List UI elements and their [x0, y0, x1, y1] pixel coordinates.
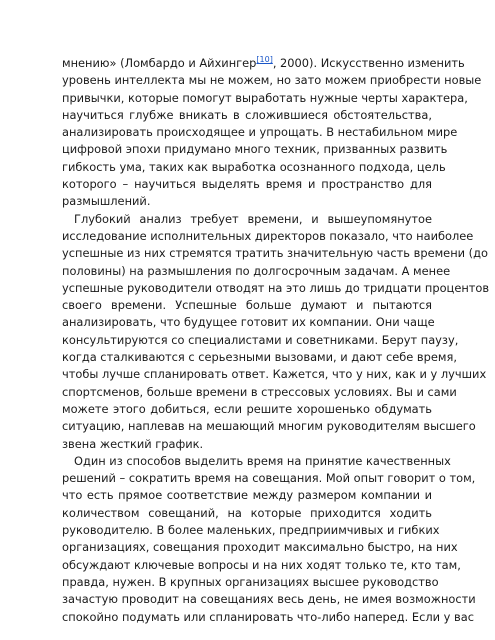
text-line: обсуждают ключевые вопросы и на них ходят только те, кто там,	[62, 557, 461, 572]
text-line: консультируются со специалистами и советниками. Берут паузу,	[62, 332, 459, 347]
text-line: научиться глубже вникать в сложившиеся обстоятельства,	[62, 107, 432, 122]
text-line: Один из способов выделить время на принятие качественных	[74, 453, 451, 468]
document-page	[62, 55, 490, 626]
text-line: успешные руководители отводят на это лишь до тридцати процентов	[62, 280, 490, 295]
text-line: уровень интеллекта мы не можем, но зато можем приобрести новые	[62, 73, 482, 88]
text-line: можете этого добиться, если решите хорошенько обдумать	[62, 401, 432, 416]
text-line: когда сталкиваются с серьезными вызовами, и дают себе время,	[62, 350, 457, 365]
paragraph-3	[62, 453, 476, 626]
text-line: решений – сократить время на совещания. Мой опыт говорит о том,	[62, 471, 476, 486]
text-line: которого – научиться выделять время и пространство для	[62, 177, 432, 192]
text-segment: , 2000). Искусственно изменить	[272, 56, 465, 70]
text-line: половины) на размышления по долгосрочным задачам. А менее	[62, 263, 451, 278]
text-line: спокойно подумать или спланировать что-либо наперед. Если у вас	[62, 609, 474, 624]
text-line: организациях, совещания проходит максимально быстро, на них	[62, 540, 458, 555]
text-line: спортсменов, больше времени в стрессовых условиях. Вы и сами	[62, 384, 457, 399]
text-line: цифровой эпохи придумано много техник, призванных развить	[62, 142, 448, 157]
text-line: что есть прямое соответствие между размером компании и	[62, 488, 432, 503]
text-line: руководителю. В более маленьких, предприимчивых и гибких	[62, 523, 440, 538]
text-line: гибкость ума, таких как выработка осознанного подхода, цель	[62, 159, 446, 174]
text-line: размышлений.	[62, 194, 151, 209]
text-line: привычки, которые помогут выработать нужные черты характера,	[62, 90, 468, 105]
text-line: чтобы лучше спланировать ответ. Кажется, что у них, как и у лучших	[62, 367, 487, 382]
text-line: звена жесткий график.	[62, 436, 204, 451]
text-line	[62, 55, 465, 72]
text-line: успешные из них стремятся тратить значительную часть времени (до	[62, 246, 488, 261]
text-line: исследование исполнительных директоров показало, что наиболее	[62, 228, 474, 243]
text-line: Глубокий анализ требует времени, и вышеупомянутое	[74, 211, 432, 226]
text-segment: мнению» (Ломбардо и Айхингер	[62, 56, 257, 70]
text-line: ситуацию, наплевав на мешающий многим руководителям высшего	[62, 419, 476, 434]
text-line: своего времени. Успешные больше думают и пытаются	[62, 298, 432, 313]
paragraph-2	[62, 211, 490, 453]
text-line: количеством совещаний, на которые приходится ходить	[62, 505, 432, 520]
text-line: правда, нужен. В крупных организациях высшее руководство	[62, 574, 439, 589]
text-line: анализировать, что будущее готовит их компании. Они чаще	[62, 315, 435, 330]
footnote-link[interactable]: [10]	[256, 55, 273, 65]
text-line: зачастую проводит на совещаниях весь день, не имея возможности	[62, 592, 476, 607]
paragraph-1	[62, 55, 482, 211]
text-line: анализировать происходящее и упрощать. В нестабильном мире	[62, 125, 458, 140]
